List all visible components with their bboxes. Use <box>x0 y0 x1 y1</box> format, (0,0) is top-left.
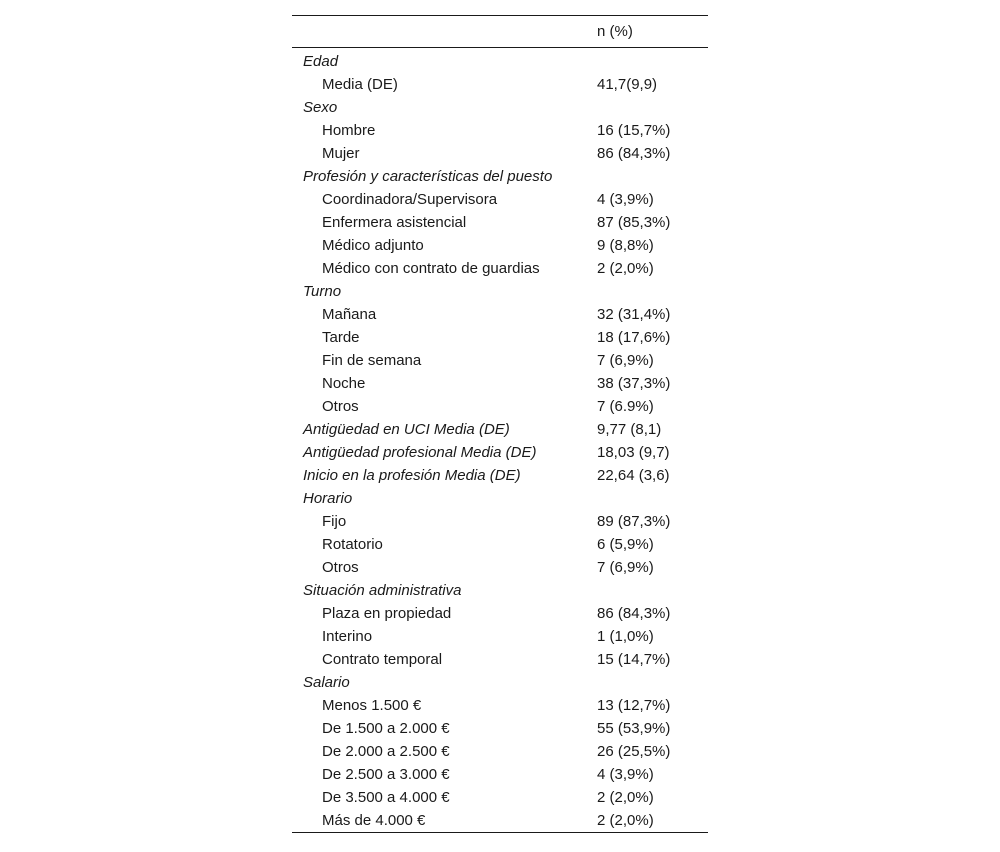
table-row <box>292 717 708 740</box>
row-label: Mañana <box>322 306 377 323</box>
row-label: Fijo <box>322 513 347 530</box>
table-section-row <box>292 441 708 464</box>
row-label: Menos 1.500 € <box>322 697 422 714</box>
row-value: 22,64 (3,6) <box>597 467 670 484</box>
row-value <box>586 671 708 694</box>
row-value: 2 (2,0%) <box>597 789 654 806</box>
row-label: De 3.500 a 4.000 € <box>322 789 450 806</box>
row-value: 15 (14,7%) <box>597 651 671 668</box>
table-row <box>292 602 708 625</box>
table-body <box>292 48 708 833</box>
table-section-row <box>292 50 708 73</box>
row-label: Otros <box>322 559 359 576</box>
row-value: 86 (84,3%) <box>597 145 671 162</box>
row-value: 6 (5,9%) <box>597 536 654 553</box>
row-label: Fin de semana <box>322 352 422 369</box>
table-row <box>292 326 708 349</box>
table-section-row <box>292 418 708 441</box>
table-section-row <box>292 280 708 303</box>
header-value-cell: n (%) <box>597 23 633 40</box>
table-row <box>292 119 708 142</box>
table-row <box>292 211 708 234</box>
section-label: Antigüedad profesional Media (DE) <box>303 444 537 461</box>
table-row <box>292 142 708 165</box>
section-label: Salario <box>303 674 350 691</box>
section-label: Horario <box>303 490 353 507</box>
row-value <box>586 280 708 303</box>
row-value: 18 (17,6%) <box>597 329 671 346</box>
row-value: 38 (37,3%) <box>597 375 671 392</box>
header-row <box>292 16 708 48</box>
demographics-table-container <box>292 15 708 833</box>
row-label: Interino <box>322 628 373 645</box>
table-row <box>292 533 708 556</box>
section-label: Turno <box>303 283 342 300</box>
table-row <box>292 786 708 809</box>
table-row <box>292 740 708 763</box>
table-row <box>292 648 708 671</box>
row-label: Plaza en propiedad <box>322 605 452 622</box>
table-row <box>292 257 708 280</box>
row-value: 2 (2,0%) <box>597 812 654 829</box>
row-value: 26 (25,5%) <box>597 743 671 760</box>
table-row <box>292 763 708 786</box>
row-value: 7 (6.9%) <box>597 398 654 415</box>
row-value <box>586 50 708 73</box>
row-label: Médico con contrato de guardias <box>322 260 540 277</box>
row-label: De 2.000 a 2.500 € <box>322 743 450 760</box>
row-label: Otros <box>322 398 359 415</box>
row-value: 89 (87,3%) <box>597 513 671 530</box>
table-row <box>292 395 708 418</box>
row-label: Más de 4.000 € <box>322 812 426 829</box>
row-label: Tarde <box>322 329 360 346</box>
table-section-row <box>292 579 708 602</box>
table-row <box>292 349 708 372</box>
row-value: 41,7(9,9) <box>597 76 658 93</box>
row-label: De 1.500 a 2.000 € <box>322 720 450 737</box>
row-value: 32 (31,4%) <box>597 306 671 323</box>
row-value <box>586 96 708 119</box>
row-value: 9,77 (8,1) <box>597 421 662 438</box>
row-label: Hombre <box>322 122 376 139</box>
table-section-row <box>292 96 708 119</box>
table-row <box>292 303 708 326</box>
row-label: Médico adjunto <box>322 237 424 254</box>
row-label: Media (DE) <box>322 76 398 93</box>
row-value: 7 (6,9%) <box>597 352 654 369</box>
row-value <box>586 165 708 188</box>
row-value <box>586 487 708 510</box>
table-row <box>292 625 708 648</box>
section-label: Antigüedad en UCI Media (DE) <box>303 421 510 438</box>
row-value: 16 (15,7%) <box>597 122 671 139</box>
demographics-table <box>292 15 708 833</box>
header-label-cell <box>292 16 586 48</box>
table-row <box>292 372 708 395</box>
row-label: Enfermera asistencial <box>322 214 467 231</box>
row-label: Mujer <box>322 145 360 162</box>
table-section-row <box>292 487 708 510</box>
row-value: 7 (6,9%) <box>597 559 654 576</box>
table-row <box>292 556 708 579</box>
row-label: De 2.500 a 3.000 € <box>322 766 450 783</box>
row-value: 87 (85,3%) <box>597 214 671 231</box>
section-label: Edad <box>303 53 339 70</box>
table-row <box>292 73 708 96</box>
row-value: 4 (3,9%) <box>597 191 654 208</box>
table-section-row <box>292 671 708 694</box>
table-row <box>292 188 708 211</box>
row-label: Contrato temporal <box>322 651 443 668</box>
row-label: Noche <box>322 375 366 392</box>
row-value: 55 (53,9%) <box>597 720 671 737</box>
table-row <box>292 809 708 833</box>
row-value <box>586 579 708 602</box>
row-value: 1 (1,0%) <box>597 628 654 645</box>
table-section-row <box>292 464 708 487</box>
row-label: Rotatorio <box>322 536 383 553</box>
row-value: 86 (84,3%) <box>597 605 671 622</box>
row-value: 2 (2,0%) <box>597 260 654 277</box>
table-header <box>292 16 708 48</box>
section-label: Inicio en la profesión Media (DE) <box>303 467 521 484</box>
row-value: 18,03 (9,7) <box>597 444 670 461</box>
row-value: 9 (8,8%) <box>597 237 654 254</box>
row-label: Coordinadora/Supervisora <box>322 191 498 208</box>
section-label: Profesión y características del puesto <box>303 168 553 185</box>
section-label: Situación administrativa <box>303 582 462 599</box>
table-section-row <box>292 165 708 188</box>
table-row <box>292 510 708 533</box>
section-label: Sexo <box>303 99 338 116</box>
row-value: 13 (12,7%) <box>597 697 671 714</box>
row-value: 4 (3,9%) <box>597 766 654 783</box>
table-row <box>292 694 708 717</box>
table-row <box>292 234 708 257</box>
